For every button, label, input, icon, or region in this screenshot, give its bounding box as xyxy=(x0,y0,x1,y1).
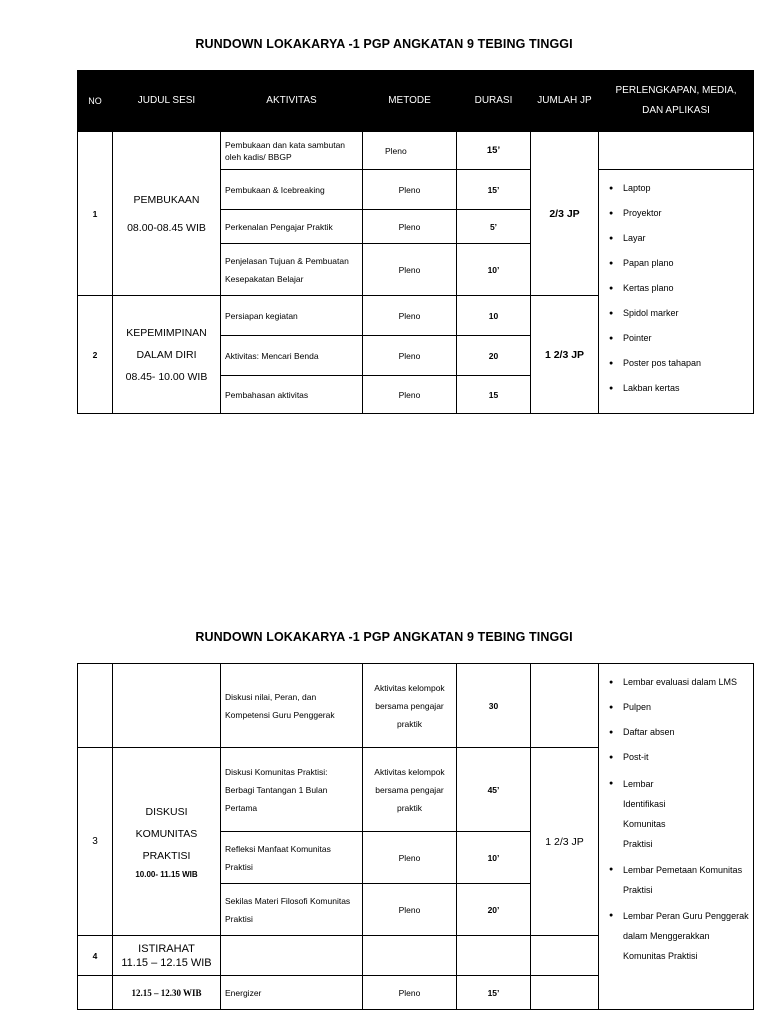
table-row xyxy=(78,132,754,170)
activity-cell: Diskusi Komunitas Praktisi: Berbagi Tantangan 1 Bulan Pertama xyxy=(221,748,363,832)
session-title xyxy=(113,132,221,296)
session-time: 11.15 – 12.15 WIB xyxy=(121,956,212,969)
activity-cell: Energizer xyxy=(221,976,363,1010)
list-item: ● Pointer xyxy=(609,326,749,351)
activity-cell: Penjelasan Tujuan & Pembuatan Kesepakatan Belajar xyxy=(221,244,363,296)
session-no: 4 xyxy=(78,936,113,976)
activity-cell: Refleksi Manfaat Komunitas Praktisi xyxy=(221,832,363,884)
activity-cell: Pembukaan dan kata sambutan oleh kadis/ BBGP xyxy=(221,132,363,170)
list-item: ● Lembar Identifikasi Komunitas Praktisi xyxy=(609,774,749,854)
method-cell: Pleno xyxy=(363,832,457,884)
method-cell: Pleno xyxy=(363,296,457,336)
session-time: 12.15 – 12.30 WIB xyxy=(113,976,221,1010)
empty-cell xyxy=(531,936,599,976)
list-item: ● Lembar Peran Guru Penggerak dalam Menggerakkan Komunitas Praktisi xyxy=(609,906,749,966)
activity-cell: Aktivitas: Mencari Benda xyxy=(221,336,363,376)
duration-cell: 20 xyxy=(457,336,531,376)
method-cell: Aktivitas kelompok bersama pengajar praktik xyxy=(363,748,457,832)
empty-cell xyxy=(363,936,457,976)
list-item: ● Proyektor xyxy=(609,201,749,226)
session-title-line: DALAM DIRI xyxy=(136,348,197,361)
session-title-line: KEPEMIMPINAN xyxy=(126,326,207,339)
method-cell: Pleno xyxy=(363,210,457,244)
session-no: 1 xyxy=(78,132,113,296)
duration-cell: 15 xyxy=(457,376,531,414)
activity-cell: Pembahasan aktivitas xyxy=(221,376,363,414)
list-item: ● Lakban kertas xyxy=(609,376,749,401)
list-item: ● Daftar absen xyxy=(609,720,749,745)
header-perlengkapan-line2: DAN APLIKASI xyxy=(642,105,710,116)
header-durasi: DURASI xyxy=(457,71,531,132)
method-cell: Pleno xyxy=(363,170,457,210)
empty-cell xyxy=(531,664,599,748)
header-perlengkapan-line1: PERLENGKAPAN, MEDIA, xyxy=(615,85,737,96)
list-item: ● Kertas plano xyxy=(609,276,749,301)
duration-cell: 15’ xyxy=(457,976,531,1010)
empty-cell xyxy=(531,976,599,1010)
list-item: ● Lembar evaluasi dalam LMS xyxy=(609,670,749,695)
list-item: ● Laptop xyxy=(609,176,749,201)
session-time: 10.00- 11.15 WIB xyxy=(135,869,198,879)
duration-cell: 45’ xyxy=(457,748,531,832)
duration-cell: 5’ xyxy=(457,210,531,244)
table-row xyxy=(78,664,754,748)
session-title xyxy=(113,936,221,976)
empty-cell xyxy=(457,936,531,976)
equipment-cell xyxy=(599,170,754,414)
session-title-text: PEMBUKAAN xyxy=(133,193,200,206)
method-cell: Aktivitas kelompok bersama pengajar praktik xyxy=(363,664,457,748)
duration-cell: 30 xyxy=(457,664,531,748)
header-jp: JUMLAH JP xyxy=(531,71,599,132)
method-cell: Pleno xyxy=(363,376,457,414)
session-title xyxy=(113,748,221,936)
list-item: ● Poster pos tahapan xyxy=(609,351,749,376)
activity-cell: Sekilas Materi Filosofi Komunitas Praktisi xyxy=(221,884,363,936)
session-title xyxy=(113,296,221,414)
session-title-line: DISKUSI xyxy=(145,805,188,818)
method-cell: Pleno xyxy=(363,244,457,296)
table-header-row xyxy=(78,71,754,132)
session-title-line: KOMUNITAS xyxy=(135,827,198,840)
header-perlengkapan xyxy=(599,71,754,132)
equipment-list xyxy=(603,176,749,401)
duration-cell: 10’ xyxy=(457,244,531,296)
duration-cell: 15’ xyxy=(457,132,531,170)
equipment-list xyxy=(603,670,749,966)
header-no: NO xyxy=(78,71,113,132)
duration-cell: 10 xyxy=(457,296,531,336)
duration-cell: 10’ xyxy=(457,832,531,884)
method-cell: Pleno xyxy=(363,884,457,936)
list-item: ● Layar xyxy=(609,226,749,251)
header-aktivitas: AKTIVITAS xyxy=(221,71,363,132)
method-cell: Pleno xyxy=(363,336,457,376)
page1-title: RUNDOWN LOKAKARYA -1 PGP ANGKATAN 9 TEBING TINGGI xyxy=(195,37,573,51)
session-time: 08.45- 10.00 WIB xyxy=(125,370,208,383)
duration-cell: 15’ xyxy=(457,170,531,210)
equipment-empty-cell xyxy=(599,132,754,170)
method-cell: Pleno xyxy=(363,976,457,1010)
empty-cell xyxy=(78,976,113,1010)
jp-cell: 2/3 JP xyxy=(531,132,599,296)
jp-cell: 1 2/3 JP xyxy=(531,296,599,414)
activity-cell: Persiapan kegiatan xyxy=(221,296,363,336)
method-cell: Pleno xyxy=(363,132,457,170)
session-no: 2 xyxy=(78,296,113,414)
session-time: 08.00-08.45 WIB xyxy=(127,221,206,234)
session-title-text: ISTIRAHAT xyxy=(138,942,195,955)
list-item: ● Post-it xyxy=(609,745,749,770)
list-item: ● Spidol marker xyxy=(609,301,749,326)
activity-cell: Diskusi nilai, Peran, dan Kompetensi Guru Penggerak xyxy=(221,664,363,748)
header-metode: METODE xyxy=(363,71,457,132)
empty-cell xyxy=(78,664,113,748)
duration-cell: 20’ xyxy=(457,884,531,936)
rundown-table-2 xyxy=(77,663,754,1010)
activity-cell: Perkenalan Pengajar Praktik xyxy=(221,210,363,244)
jp-cell: 1 2/3 JP xyxy=(531,748,599,936)
page2-title: RUNDOWN LOKAKARYA -1 PGP ANGKATAN 9 TEBING TINGGI xyxy=(195,630,573,644)
empty-cell xyxy=(113,664,221,748)
rundown-table-1 xyxy=(77,70,754,414)
activity-cell: Pembukaan & Icebreaking xyxy=(221,170,363,210)
list-item: ● Papan plano xyxy=(609,251,749,276)
list-item: ● Pulpen xyxy=(609,695,749,720)
header-judul: JUDUL SESI xyxy=(113,71,221,132)
session-no: 3 xyxy=(78,748,113,936)
equipment-cell xyxy=(599,664,754,1010)
list-item: ● Lembar Pemetaan Komunitas Praktisi xyxy=(609,860,749,900)
empty-cell xyxy=(221,936,363,976)
session-title-line: PRAKTISI xyxy=(142,849,191,862)
